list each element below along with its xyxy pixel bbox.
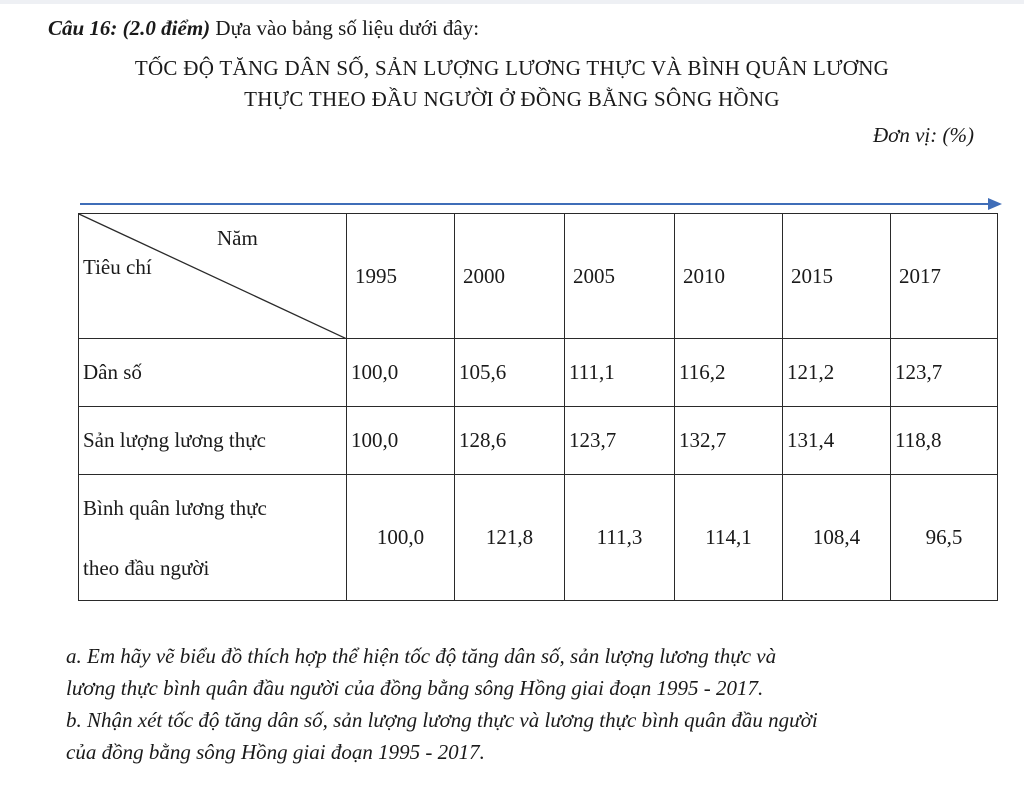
- year-header: 2010: [675, 214, 783, 339]
- table-cell: 121,2: [783, 339, 891, 407]
- table-cell: 123,7: [565, 407, 675, 475]
- year-header: 2005: [565, 214, 675, 339]
- task-b-line1: b. Nhận xét tốc độ tăng dân số, sản lượng lương thực và lương thực bình quân đầu người: [66, 708, 818, 732]
- table-cell: 131,4: [783, 407, 891, 475]
- table-cell: 111,3: [565, 475, 675, 601]
- header-row: [79, 214, 998, 339]
- row-label: Sản lượng lương thực: [79, 407, 347, 475]
- table-cell: 116,2: [675, 339, 783, 407]
- table-cell: 100,0: [347, 339, 455, 407]
- year-header: 2017: [891, 214, 998, 339]
- arrow-head: [988, 198, 1002, 210]
- data-table: [78, 213, 998, 601]
- unit-label: Đơn vị: (%): [872, 123, 974, 147]
- question-prompt: Dựa vào bảng số liệu dưới đây:: [210, 16, 480, 40]
- table-row: [79, 475, 998, 601]
- table-title-line2: THỰC THEO ĐẦU NGƯỜI Ở ĐỒNG BẰNG SÔNG HỒNG: [244, 87, 780, 111]
- year-header: 1995: [347, 214, 455, 339]
- corner-cell: [79, 214, 347, 339]
- question-label: Câu 16: (2.0 điểm): [48, 16, 211, 40]
- table-cell: 111,1: [565, 339, 675, 407]
- table-cell: 96,5: [891, 475, 998, 601]
- year-header: 2000: [455, 214, 565, 339]
- table-cell: 100,0: [347, 475, 455, 601]
- table-cell: 108,4: [783, 475, 891, 601]
- table-cell: 128,6: [455, 407, 565, 475]
- table-cell: 100,0: [347, 407, 455, 475]
- table-cell: 114,1: [675, 475, 783, 601]
- table-title-line1: TỐC ĐỘ TĂNG DÂN SỐ, SẢN LƯỢNG LƯƠNG THỰC VÀ BÌNH QUÂN LƯƠNG: [134, 56, 890, 80]
- table-cell: 105,6: [455, 339, 565, 407]
- table-row: [79, 407, 998, 475]
- corner-year-label: Năm: [217, 226, 258, 250]
- row-label-line1: Bình quân lương thực: [83, 495, 267, 520]
- corner-criteria-label: Tiêu chí: [83, 255, 152, 279]
- task-a-line2: lương thực bình quân đầu người của đồng bằng sông Hồng giai đoạn 1995 - 2017.: [66, 676, 764, 700]
- year-header: 2015: [783, 214, 891, 339]
- task-list: [66, 640, 986, 768]
- table-cell: 121,8: [455, 475, 565, 601]
- row-label-line2: theo đầu người: [83, 555, 210, 580]
- task-b-line2: của đồng bằng sông Hồng giai đoạn 1995 - 2017.: [66, 740, 485, 764]
- row-label: [79, 475, 347, 601]
- row-label: Dân số: [79, 339, 347, 407]
- table-cell: 118,8: [891, 407, 998, 475]
- table-cell: 123,7: [891, 339, 998, 407]
- table-row: [79, 339, 998, 407]
- task-a-line1: a. Em hãy vẽ biểu đồ thích hợp thể hiện tốc độ tăng dân số, sản lượng lương thực và: [66, 644, 777, 668]
- table-cell: 132,7: [675, 407, 783, 475]
